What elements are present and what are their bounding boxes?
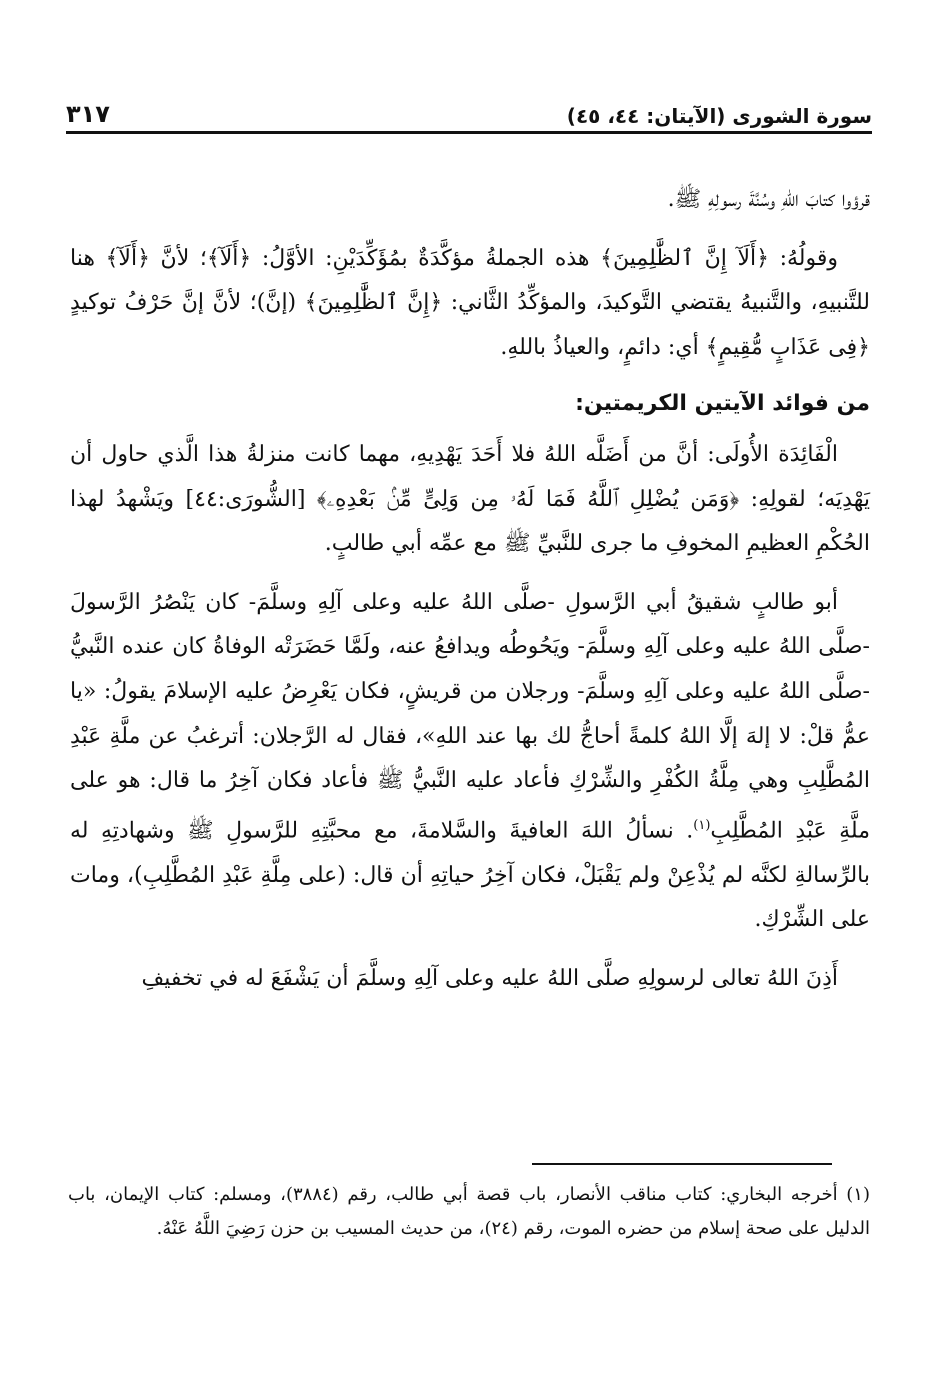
footnote-rule: [532, 1163, 832, 1165]
footnote: [68, 1178, 870, 1246]
running-title: سورة الشورى (الآيتان: ٤٤، ٤٥): [566, 104, 872, 128]
paragraph-1: قرؤوا كتابَ اللهِ وسُنَّةَ رسولِهِ ﷺ.: [667, 187, 870, 212]
section-heading: من فوائد الآيتين الكريمتين:: [575, 391, 870, 417]
paragraph-4-main: أبو طالبٍ شقيقُ أبي الرَّسولِ -صلَّى اللهُ عليه وعلى آلِهِ وسلَّمَ- كان يَنْصُرُ الرَّسولَ -صلَّى اللهُ عليه وعلى آلِهِ وسلَّمَ- ويَحُوطُه ويدافعُ عنه، ولَمَّا حَضَرَتْه الوفاةُ كان عنده النَّبيُّ -صلَّى اللهُ عليه وعلى آلِهِ وسلَّمَ- ورجلان من قريشٍ، فكان يَعْرِضُ عليه الإسلامَ يقولُ: «يا عمُّ قلْ: لا إلهَ إلَّا اللهُ كلمةً أحاجُّ لك بها عند اللهِ»، فقال له الرَّجلان: أترغبُ عن ملَّةِ عَبْدِ المُطَّلِبِ وهي مِلَّةُ الكُفْرِ والشِّرْكِ فأعاد عليه النَّبيُّ ﷺ فأعاد فكان آخِرُ ما قال: هو على ملَّةِ عَبْدِ المُطَّلِبِ: [70, 589, 871, 844]
header-rule: [66, 131, 872, 134]
paragraph-5: أَذِنَ اللهُ تعالى لرسولِهِ صلَّى اللهُ عليه وعلى آلِهِ وسلَّمَ أن يَشْفَعَ له في تخفيفِ: [141, 965, 838, 991]
page-number: ٣١٧: [66, 100, 110, 128]
paragraph-4-tail: . نسألُ اللهَ العافيةَ والسَّلامةَ، مع محبَّتِهِ للرَّسولِ ﷺ وشهادتِهِ له بالرِّسالةِ لكنَّه لم يُذْعِنْ ولم يَقْبَلْ، فكان آخِرُ حياتِهِ أن قال: (على مِلَّةِ عَبْدِ المُطَّلِبِ)، ومات على الشِّرْكِ.: [70, 818, 870, 933]
page-header: [66, 92, 872, 128]
paragraph-4: [70, 581, 870, 943]
paragraph-3: الْفَائِدَة الأُولَى: أنَّ من أَضَلَّه اللهُ فلا أَحَدَ يَهْدِيهِ، مهما كانت منزلةُ هذا الَّذي حاول أن يَهْدِيَه؛ لقولِهِ: ﴿وَمَن يُضْلِلِ ٱللَّهُ فَمَا لَهُۥ مِن وَلِىٍّ مِّنۢ بَعْدِهِۦ﴾ [الشُّورَى:٤٤] ويَشْهدُ لهذا الحُكْمِ العظيمِ المخوفِ ما جرى للنَّبيِّ ﷺ مع عمِّه أبي طالبٍ.: [70, 441, 870, 557]
paragraph-2: وقولُهُ: ﴿أَلَآ إِنَّ ٱلظَّٰلِمِينَ﴾ هذه الجملةُ مؤكَّدَةٌ بمُؤَكِّدَيْنِ: الأوَّلُ: ﴿أَلَآ﴾؛ لأنَّ ﴿أَلَآ﴾ هنا للتَّنبيهِ، والتَّنبيهُ يقتضي التَّوكيدَ، والمؤكِّدُ الثَّاني: ﴿إِنَّ ٱلظَّٰلِمِينَ﴾ (إنَّ)؛ لأنَّ إنَّ حَرْفُ توكيدٍ ﴿فِى عَذَابٍ مُّقِيمٍ﴾ أي: دائمٍ، والعياذُ باللهِ.: [70, 245, 870, 360]
footnote-reference: (١): [693, 817, 711, 833]
main-text: [70, 178, 870, 1001]
footnote-text: (١) أخرجه البخاري: كتاب مناقب الأنصار، باب قصة أبي طالب، رقم (٣٨٨٤)، ومسلم: كتاب الإيمان، باب الدليل على صحة إسلام من حضره الموت، رقم (٢٤)، من حديث المسيب بن حزن رَضِيَ اللَّهُ عَنْهُ.: [68, 1184, 870, 1239]
